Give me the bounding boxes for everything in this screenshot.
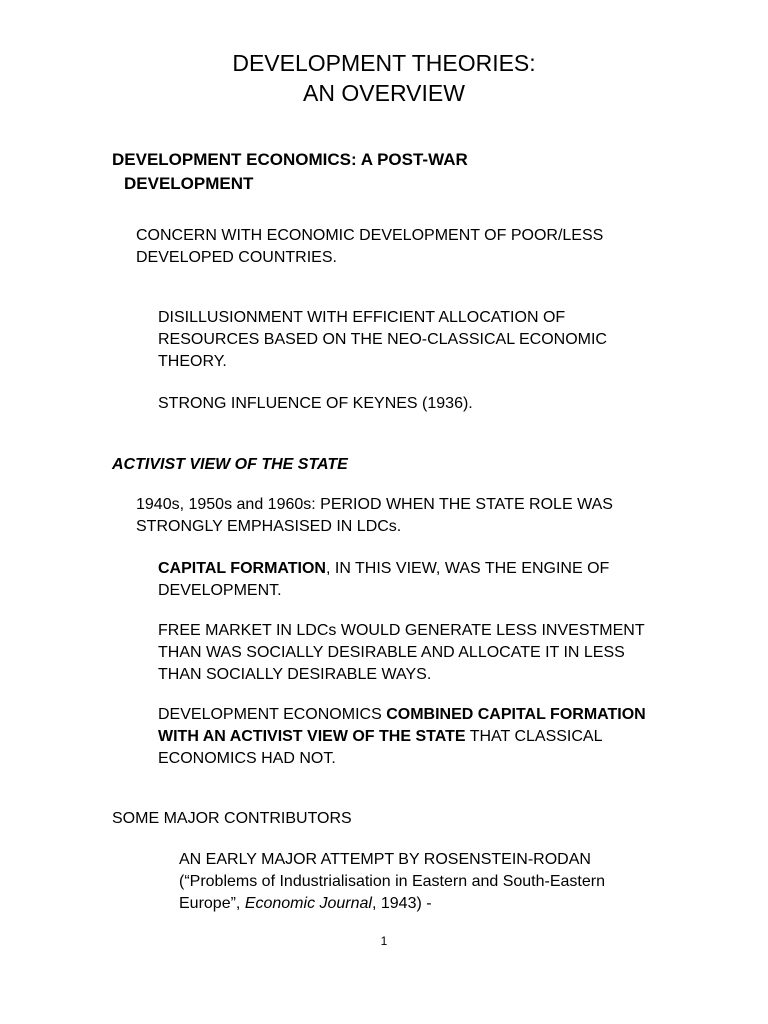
rosenstein-line-1: AN EARLY MAJOR ATTEMPT BY ROSENSTEIN-RODAN [179,851,591,868]
section-heading-activist-view: ACTIVIST VIEW OF THE STATE [112,456,348,473]
paragraph-period: 1940s, 1950s and 1960s: PERIOD WHEN THE STATE ROLE WAS STRONGLY EMPHASISED IN LDCs. [136,496,613,535]
rosenstein-line-3-start: Europe”, [179,895,245,912]
rosenstein-line-3 [179,893,699,915]
paragraph-free-market: FREE MARKET IN LDCs WOULD GENERATE LESS INVESTMENT THAN WAS SOCIALLY DESIRABLE AND ALLOCATE IT IN LESS THAN SOCIALLY DESIRABLE WAYS. [158,622,645,683]
journal-name-italic: Economic Journal [244,895,372,912]
paragraph-capital-formation [158,558,668,602]
paragraph-concern: CONCERN WITH ECONOMIC DEVELOPMENT OF POOR/LESS DEVELOPED COUNTRIES. [136,227,604,266]
section-heading-development-economics [112,148,468,196]
combined-bold: COMBINED CAPITAL FORMATION WITH AN ACTIVIST VIEW OF THE STATE [158,706,646,745]
combined-start: DEVELOPMENT ECONOMICS [158,706,387,723]
paragraph-rosenstein-rodan [179,849,699,915]
page-number: 1 [380,934,388,948]
section-heading-line-1: DEVELOPMENT ECONOMICS: A POST-WAR [112,150,468,169]
combined-end: THAT CLASSICAL ECONOMICS HAD NOT. [158,728,602,767]
rosenstein-line-3-end: , 1943) - [371,895,432,912]
paragraph-disillusionment: DISILLUSIONMENT WITH EFFICIENT ALLOCATION OF RESOURCES BASED ON THE NEO-CLASSICAL ECONOMIC THEORY. [158,309,607,370]
paragraph-keynes: STRONG INFLUENCE OF KEYNES (1936). [158,395,473,412]
page-title [0,48,768,108]
title-line-1: DEVELOPMENT THEORIES: [232,50,536,76]
capital-formation-bold: CAPITAL FORMATION [158,560,326,577]
capital-formation-rest: , IN THIS VIEW, WAS THE ENGINE OF DEVELOPMENT. [158,560,610,599]
section-heading-contributors: SOME MAJOR CONTRIBUTORS [112,810,352,827]
paragraph-combined [158,704,668,770]
rosenstein-line-2: (“Problems of Industrialisation in Eastern and South-Eastern [179,873,605,890]
title-line-2: AN OVERVIEW [303,80,465,106]
section-heading-line-2: DEVELOPMENT [124,174,254,193]
